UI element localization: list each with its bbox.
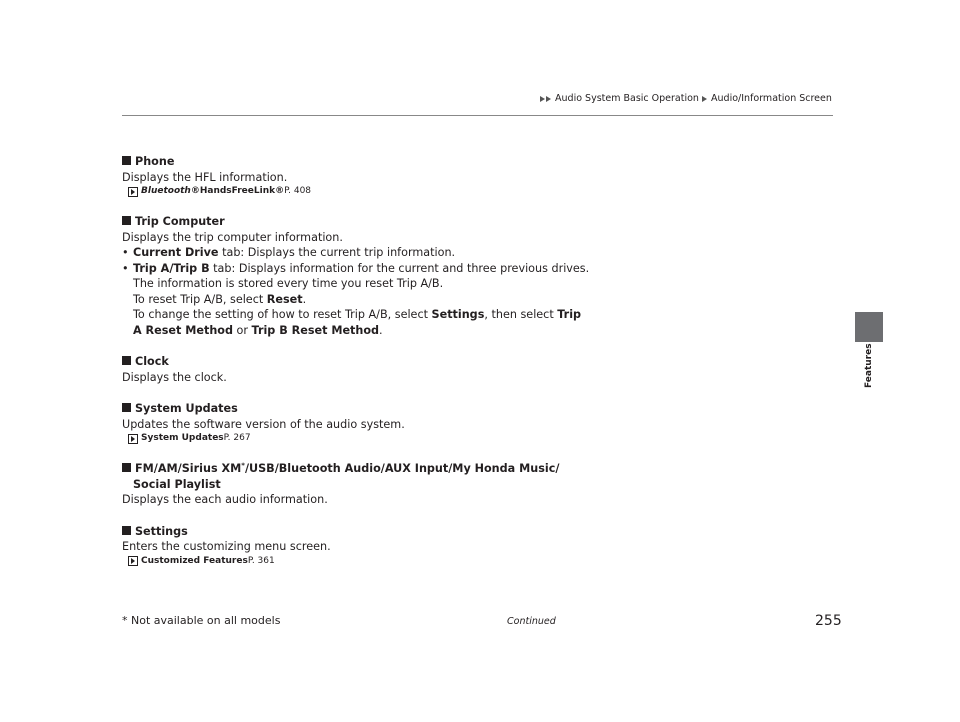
list-item-detail: The information is stored every time you reset Trip A/B. xyxy=(133,277,444,290)
reference-arrow-icon xyxy=(128,556,138,566)
breadcrumb-arrow-icon xyxy=(546,96,551,102)
breadcrumb-item[interactable]: Audio System Basic Operation xyxy=(555,93,699,104)
square-bullet-icon xyxy=(122,356,131,365)
section-heading-continued: Social Playlist xyxy=(133,477,221,491)
square-bullet-icon xyxy=(122,156,131,165)
cross-reference[interactable]: Customized Features P. 361 xyxy=(128,555,742,568)
section-heading: FM/AM/Sirius XM*/USB/Bluetooth Audio/AUX Input/My Honda Music/ xyxy=(122,461,742,477)
section-heading: Phone xyxy=(122,154,742,170)
section-audio-sources xyxy=(122,461,742,508)
bullet-dot-icon: • xyxy=(122,246,129,259)
section-settings xyxy=(122,524,742,568)
square-bullet-icon xyxy=(122,463,131,472)
section-text: Displays the clock. xyxy=(122,370,227,384)
reference-arrow-icon xyxy=(128,187,138,197)
side-tab-label: Features xyxy=(864,343,874,388)
list-item-detail: A Reset Method or Trip B Reset Method. xyxy=(133,323,383,337)
main-content xyxy=(122,154,742,568)
cross-reference[interactable]: System Updates P. 267 xyxy=(128,432,742,445)
section-heading: Clock xyxy=(122,354,742,370)
page-number: 255 xyxy=(815,613,842,629)
square-bullet-icon xyxy=(122,216,131,225)
breadcrumb-arrow-icon xyxy=(702,96,707,102)
breadcrumb-arrow-icon xyxy=(540,96,545,102)
section-text: Displays the each audio information. xyxy=(122,493,328,506)
list-item: • Current Drive tab: Displays the current trip information. xyxy=(122,246,456,259)
cross-reference[interactable]: Bluetooth ® HandsFreeLink ® P. 408 xyxy=(128,185,742,198)
square-bullet-icon xyxy=(122,526,131,535)
section-phone xyxy=(122,154,742,198)
list-item-detail: To reset Trip A/B, select Reset. xyxy=(133,292,307,306)
section-clock xyxy=(122,354,742,385)
square-bullet-icon xyxy=(122,403,131,412)
list-item: • Trip A/Trip B tab: Displays information for the current and three previous drives. xyxy=(122,261,590,275)
section-text: Updates the software version of the audio system. xyxy=(122,417,405,431)
section-trip-computer xyxy=(122,214,742,338)
section-heading: System Updates xyxy=(122,401,742,417)
bullet-dot-icon: • xyxy=(122,261,129,275)
section-heading: Settings xyxy=(122,524,742,540)
continued-label: Continued xyxy=(507,616,556,627)
section-heading: Trip Computer xyxy=(122,214,742,230)
breadcrumb-item[interactable]: Audio/Information Screen xyxy=(711,93,832,104)
section-text: Displays the trip computer information. xyxy=(122,230,343,244)
section-system-updates xyxy=(122,401,742,445)
header-rule xyxy=(122,115,833,116)
footnote: * Not available on all models xyxy=(122,614,281,627)
list-item-detail: To change the setting of how to reset Trip A/B, select Settings, then select Trip xyxy=(133,308,582,321)
section-text: Displays the HFL information. xyxy=(122,170,288,184)
reference-arrow-icon xyxy=(128,434,138,444)
section-text: Enters the customizing menu screen. xyxy=(122,540,331,553)
breadcrumb xyxy=(540,93,832,104)
side-tab-marker xyxy=(855,312,883,342)
